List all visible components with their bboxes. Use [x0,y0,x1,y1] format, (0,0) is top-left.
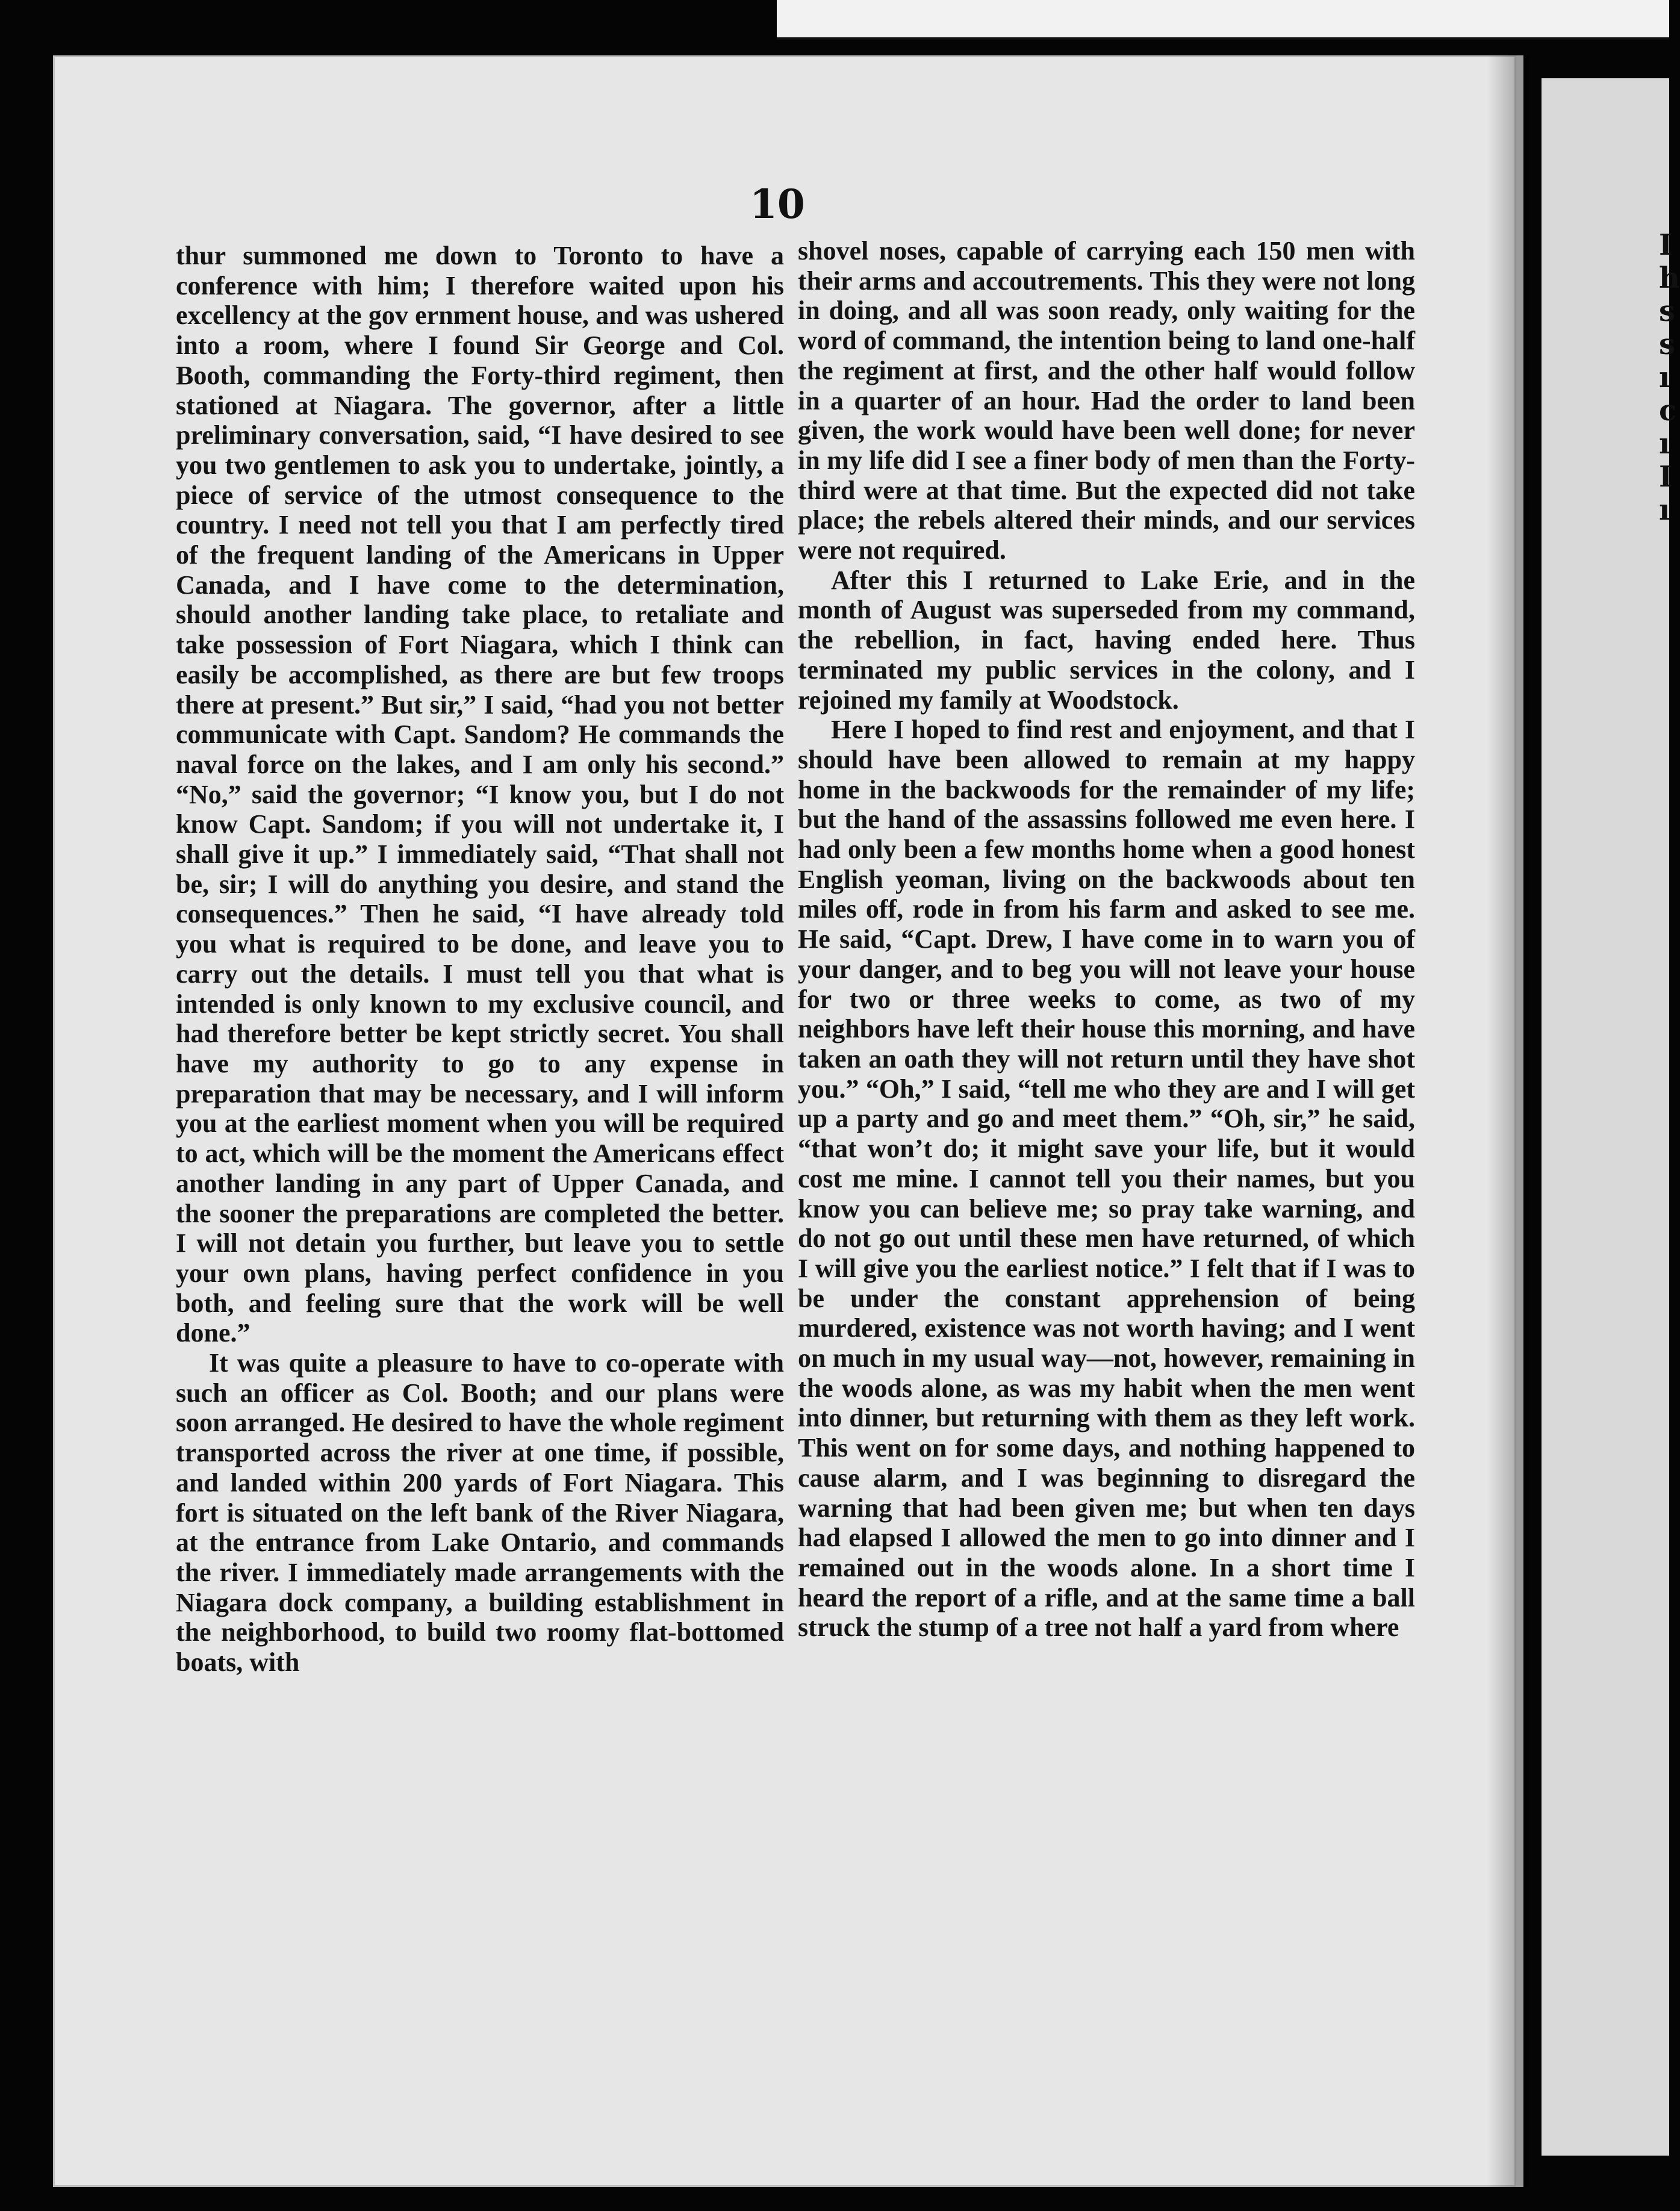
right-text-column [798,236,1415,1643]
paragraph: After this I returned to Lake Erie, and in the month of August was superseded from my command, the rebellion, in fact, having ended here. Thus terminated my public services in the colony, and I rejoined my family at Woodstock. [798,565,1415,715]
paragraph: It was quite a pleasure to have to co-operate with such an officer as Col. Booth; and our plans were soon arranged. He desired to have the whole regiment transported across the river at one time, if possible, and landed within 200 yards of Fort Niagara. This fort is situated on the left bank of the River Niagara, at the entrance from Lake Ontario, and commands the river. I immediately made arrangements with the Niagara dock company, a building establishment in the neighborhood, to build two roomy flat-bottomed boats, with [176,1348,784,1678]
paragraph: thur summoned me down to Toronto to have a conference with him; I therefore waited upon his excellency at the gov ernment house, and was ushered into a room, where I found Sir George and Col. Booth, commanding the Forty-third regiment, then stationed at Niagara. The governor, after a little preliminary conversation, said, “I have desired to see you two gentlemen to ask you to undertake, jointly, a piece of service of the utmost consequence to the country. I need not tell you that I am perfectly tired of the frequent landing of the Americans in Upper Canada, and I have come to the determination, should another landing take place, to retaliate and take possession of Fort Niagara, which I think can easily be accomplished, as there are but few troops there at present.” But sir,” I said, “had you not better communicate with Capt. Sandom? He commands the naval force on the lakes, and I am only his second.” “No,” said the governor; “I know you, but I do not know Capt. Sandom; if you will not undertake it, I shall give it up.” I immediately said, “That shall not be, sir; I will do anything you desire, and stand the consequences.” Then he said, “I have already told you what is required to be done, and leave you to carry out the details. I must tell you that what is intended is only known to my exclusive council, and had therefore better be kept strictly secret. You shall have my authority to go to any expense in preparation that may be necessary, and I will inform you at the earliest moment when you will be required to act, which will be the moment the Americans effect another landing in any part of Upper Canada, and the sooner the preparations are completed the better. I will not detain you further, but leave you to settle your own plans, having perfect confidence in you both, and feeling sure that the work will be well done.” [176,241,784,1348]
scanner-top-strip [777,0,1669,40]
facing-page-margin-text: I h s s ı c ı I ı [1659,228,1680,527]
page-edge [1516,55,1523,2187]
paragraph: Here I hoped to find rest and enjoyment, and that I should have been allowed to remain at my happy home in the backwoods for the remainder of my life; but the hand of the assassins followed me even here. I had only been a few months home when a good honest English yeoman, living on the backwoods about ten miles off, rode in from his farm and asked to see me. He said, “Capt. Drew, I have come in to warn you of your danger, and to beg you will not leave your house for two or three weeks to come, as two of my neighbors have left their house this morning, and have taken an oath they will not return until they have shot you.” “Oh,” I said, “tell me who they are and I will get up a party and go and meet them.” “Oh, sir,” he said, “that won’t do; it might save your life, but it would cost me mine. I cannot tell you their names, but you know you can believe me; so pray take warning, and do not go out until these men have returned, of which I will give you the earliest notice.” I felt that if I was to be under the constant apprehension of being murdered, existence was not worth having; and I went on much in my usual way—not, however, remaining in the woods alone, as was my habit when the men went into dinner, but returning with them as they left work. This went on for some days, and nothing happened to cause alarm, and I was beginning to disregard the warning that had been given me; but when ten days had elapsed I allowed the men to go into dinner and I remained out in the woods alone. In a short time I heard the report of a rifle, and at the same time a ball struck the stump of a tree not half a yard from where [798,715,1415,1643]
page-number: 10 [750,181,805,228]
left-text-column [176,241,784,1678]
paragraph: shovel noses, capable of carrying each 150 men with their arms and accoutrements. This they were not long in doing, and all was soon ready, only waiting for the word of command, the intention being to land one-half the regiment at first, and the other half would follow in a quarter of an hour. Had the order to land been given, the work would have been well done; for never in my life did I see a finer body of men than the Forty-third were at that time. But the expected did not take place; the rebels altered their minds, and our services were not required. [798,236,1415,565]
